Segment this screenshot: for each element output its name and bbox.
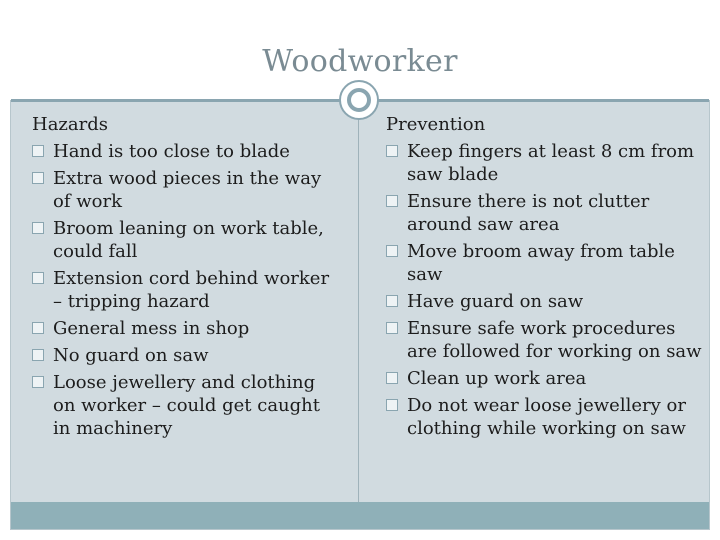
list-item xyxy=(32,140,342,163)
hazard-text: No guard on saw xyxy=(53,345,209,366)
ring-ornament-inner xyxy=(347,88,371,112)
list-item xyxy=(32,317,342,340)
square-bullet-icon xyxy=(32,272,44,284)
list-item xyxy=(386,190,704,236)
square-bullet-icon xyxy=(386,195,398,207)
list-item xyxy=(386,367,704,390)
square-bullet-icon xyxy=(386,145,398,157)
prevention-column xyxy=(386,113,704,444)
prevention-text: Ensure safe work procedures are followed for working on saw xyxy=(407,318,702,362)
prevention-text: Ensure there is not clutter around saw area xyxy=(407,191,650,235)
list-item xyxy=(386,290,704,313)
list-item xyxy=(32,344,342,367)
list-item xyxy=(386,394,704,440)
square-bullet-icon xyxy=(386,372,398,384)
square-bullet-icon xyxy=(32,322,44,334)
square-bullet-icon xyxy=(386,295,398,307)
square-bullet-icon xyxy=(386,322,398,334)
prevention-text: Keep fingers at least 8 cm from saw blade xyxy=(407,141,695,185)
prevention-list xyxy=(386,140,704,440)
square-bullet-icon xyxy=(32,349,44,361)
square-bullet-icon xyxy=(32,222,44,234)
square-bullet-icon xyxy=(32,376,44,388)
slide-title: Woodworker xyxy=(262,44,458,79)
list-item xyxy=(386,140,704,186)
hazard-text: Broom leaning on work table, could fall xyxy=(53,218,324,262)
hazards-column xyxy=(32,113,342,444)
hazard-text: Extra wood pieces in the way of work xyxy=(53,168,322,212)
square-bullet-icon xyxy=(32,145,44,157)
list-item xyxy=(32,217,342,263)
prevention-text: Have guard on saw xyxy=(407,291,584,312)
prevention-heading: Prevention xyxy=(386,114,486,135)
hazards-heading: Hazards xyxy=(32,114,109,135)
list-item xyxy=(386,317,704,363)
hazard-text: Loose jewellery and clothing on worker – could get caught in machinery xyxy=(53,372,321,439)
hazards-list xyxy=(32,140,342,440)
prevention-text: Clean up work area xyxy=(407,368,587,389)
list-item xyxy=(386,240,704,286)
list-item xyxy=(32,371,342,440)
footer-bar xyxy=(11,502,709,529)
ring-ornament-icon xyxy=(339,80,379,120)
square-bullet-icon xyxy=(386,245,398,257)
list-item xyxy=(32,267,342,313)
square-bullet-icon xyxy=(386,399,398,411)
hazard-text: Extension cord behind worker – tripping hazard xyxy=(53,268,330,312)
hazard-text: Hand is too close to blade xyxy=(53,141,290,162)
prevention-text: Move broom away from table saw xyxy=(407,241,675,285)
prevention-text: Do not wear loose jewellery or clothing while working on saw xyxy=(407,395,686,439)
column-divider xyxy=(358,102,359,502)
square-bullet-icon xyxy=(32,172,44,184)
list-item xyxy=(32,167,342,213)
hazard-text: General mess in shop xyxy=(53,318,250,339)
